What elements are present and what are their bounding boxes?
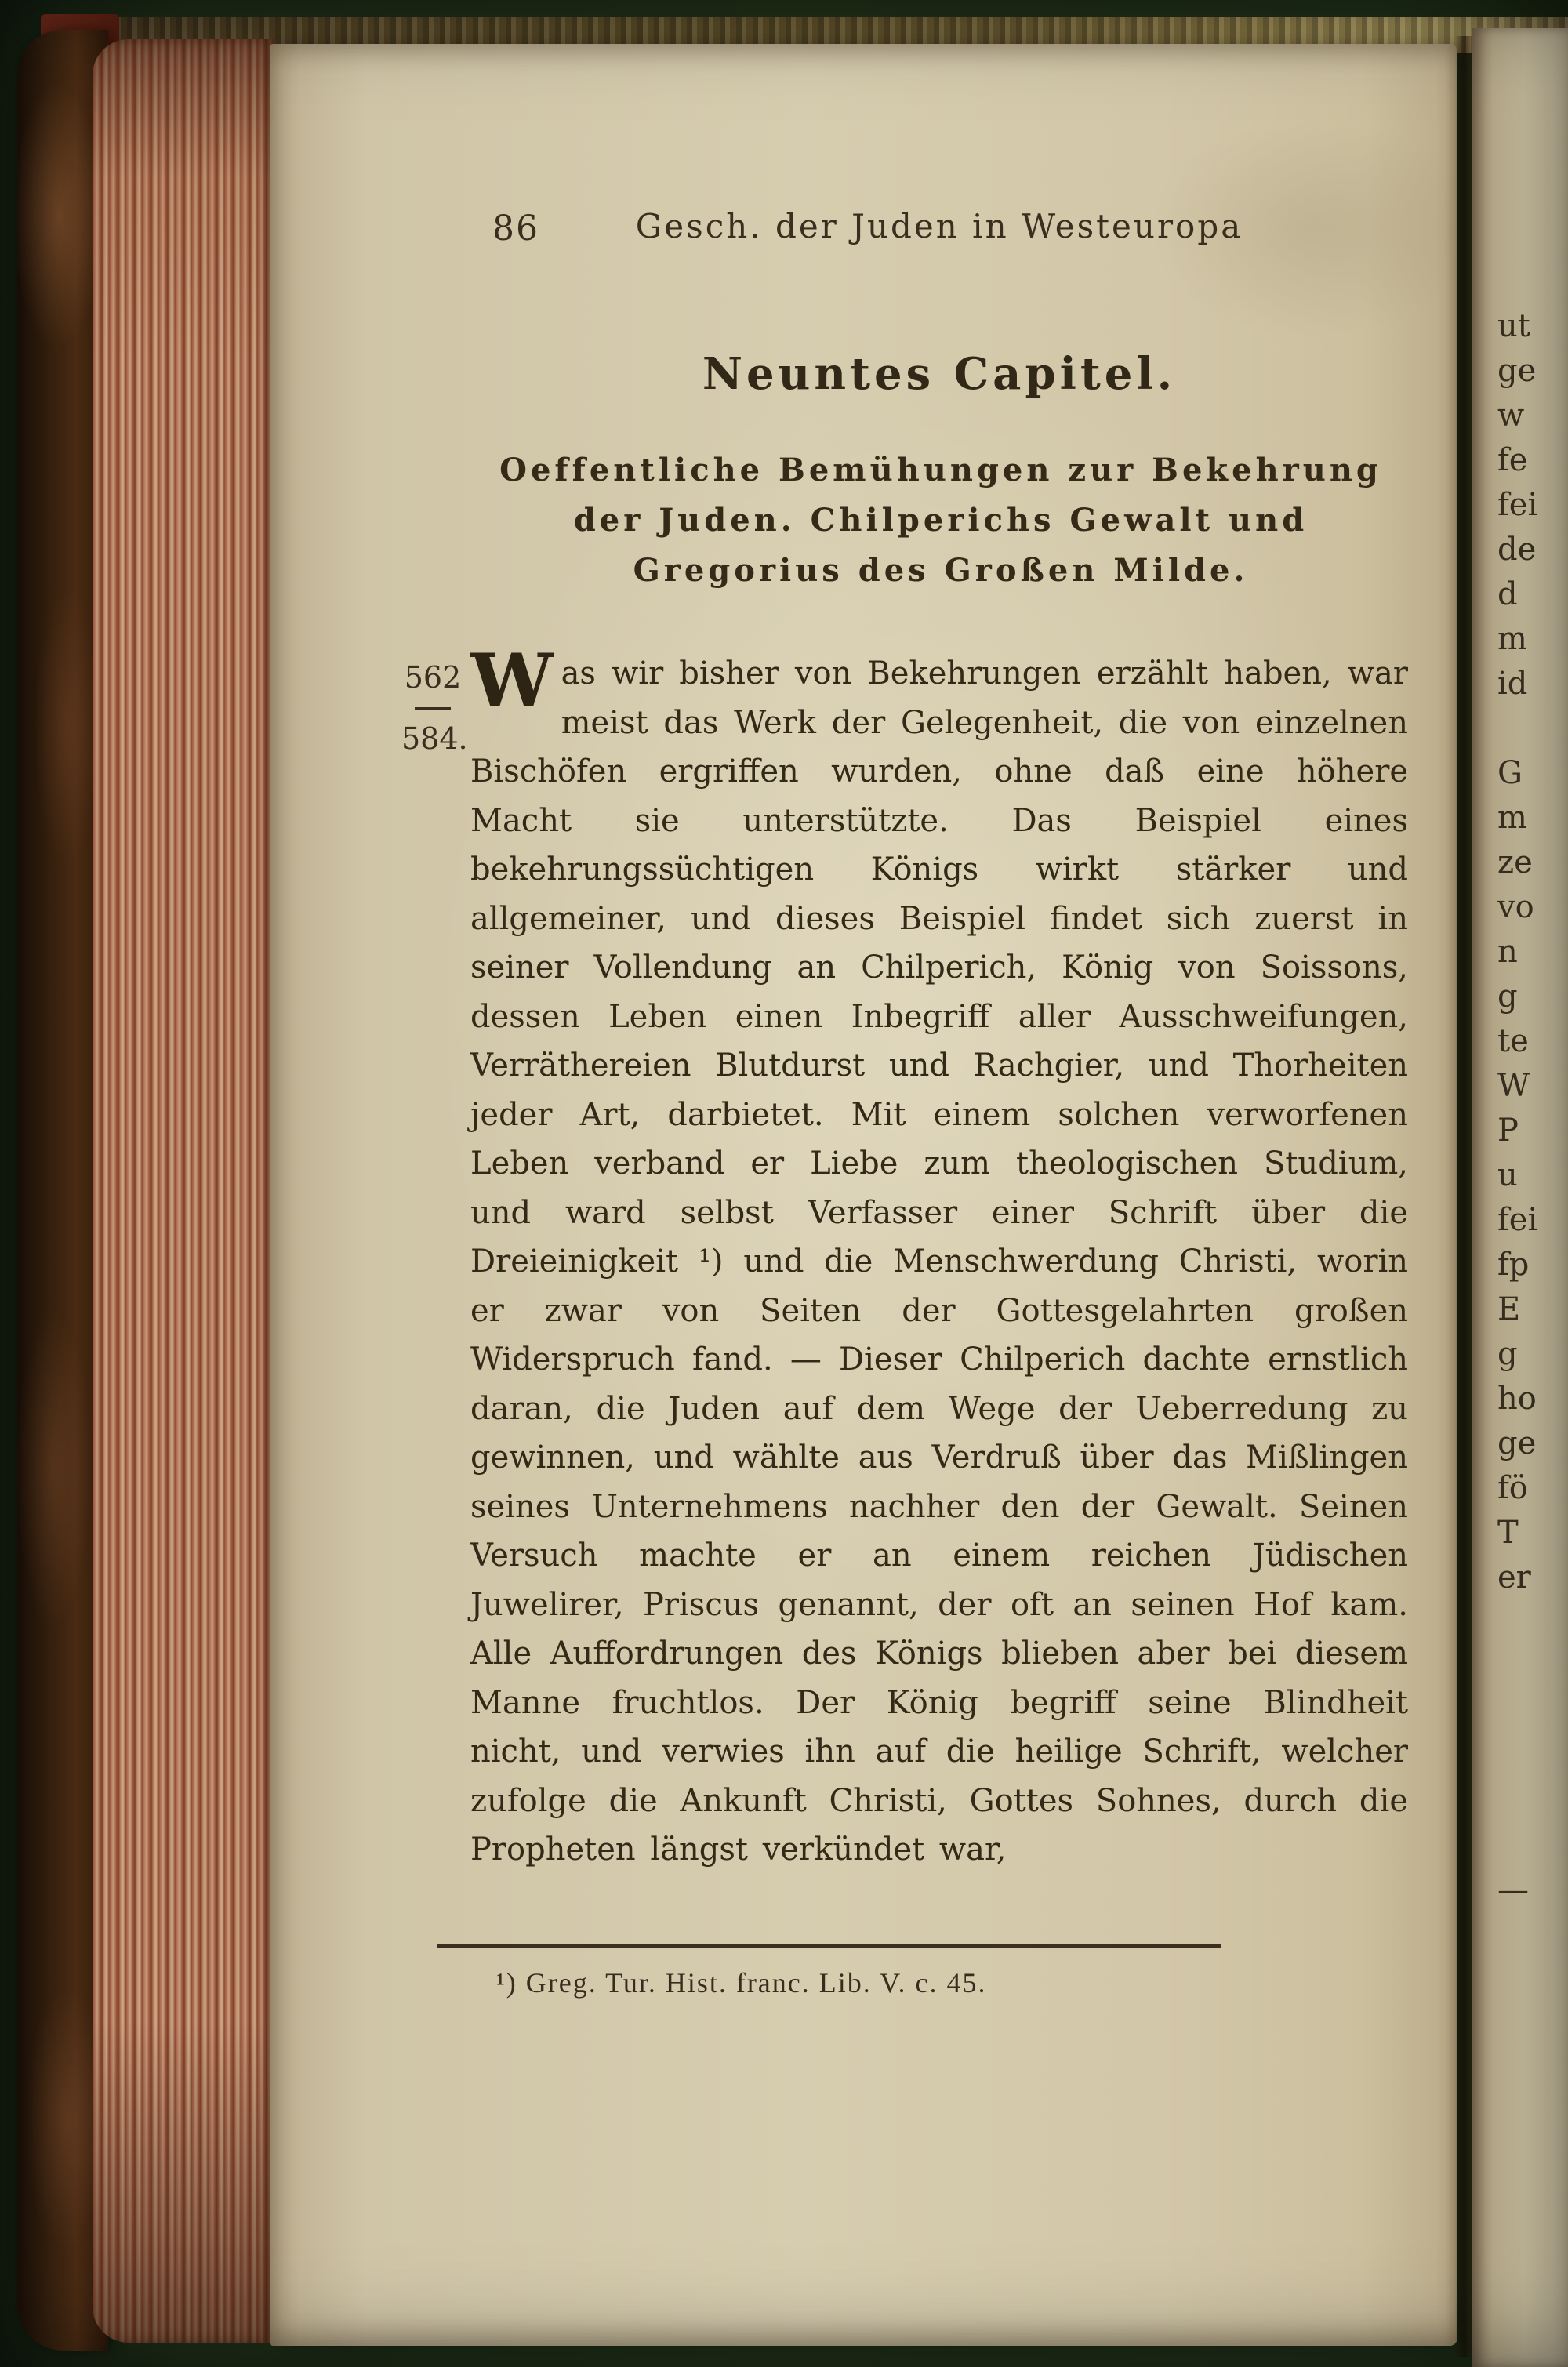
next-page-text-fragments (1497, 304, 1566, 1913)
drop-cap: W (470, 638, 554, 724)
page-fragment-text: T (1497, 1515, 1519, 1551)
chapter-subtitle: Oeffentliche Bemühungen zur Bekehrung der Juden. Chilperichs Gewalt und Gregorius des Großen Milde. (499, 452, 1382, 589)
page-fragment-text: ge (1497, 1425, 1537, 1461)
page-fragment-text (1497, 1734, 1566, 1779)
margin-year-end: 584. (401, 721, 468, 756)
page-fragment-text: fei (1497, 1202, 1538, 1238)
page-fragment-text: g (1497, 1336, 1518, 1372)
page-fragment-text: fe (1497, 442, 1528, 478)
page-fragment-text: de (1497, 532, 1537, 568)
page-fragment-text: W (1497, 1068, 1530, 1104)
page-fragment-text: fö (1497, 1470, 1528, 1506)
margin-year-dash (415, 707, 451, 710)
page-fragment-text: fei (1497, 487, 1538, 523)
page-fragment-text: g (1497, 978, 1518, 1015)
page-fragment-text: er (1497, 1559, 1531, 1596)
page-fragment-text (1497, 706, 1566, 751)
page-fragment-text (1497, 1645, 1566, 1690)
page-fragment-text (1497, 1824, 1566, 1868)
page-fragment-text (1497, 1779, 1566, 1824)
page-fragment-text: G (1497, 755, 1523, 791)
body-paragraph (470, 638, 1408, 1875)
page-fragment-text: id (1497, 666, 1528, 702)
page-fore-edges (93, 39, 274, 2343)
chapter-heading: Neuntes Capitel. (702, 348, 1177, 400)
page-fragment-text (1497, 1690, 1566, 1734)
page-fragment-text: te (1497, 1023, 1529, 1059)
page-fragment-text (1497, 1600, 1566, 1645)
page-number: 86 (492, 209, 539, 249)
page-header (470, 207, 1408, 249)
page-fragment-text: d (1497, 576, 1518, 612)
margin-year-range (401, 660, 468, 756)
page-fragment-text: w (1497, 398, 1525, 434)
page-fragment-text: fp (1497, 1247, 1530, 1283)
page-fragment-text: m (1497, 621, 1527, 657)
running-header: Gesch. der Juden in Westeuropa (635, 207, 1243, 245)
body-text: as wir bisher von Bekehrungen erzählt haben, war meist das Werk der Gelegenheit, die von einzelnen Bischöfen ergriffen wurden, ohne daß eine höhere Macht sie unterstützte. Das Beispiel eines bekehrungssüchtigen Königs wirkt stärker und allgemeiner, und dieses Beispiel findet sich zuerst in seiner Vollendung an Chilperich, König von Soissons, dessen Leben einen Inbegriff aller Ausschweifungen, Verräthereien Blutdurst und Rachgier, und Thorheiten jeder Art, darbietet. Mit einem solchen verworfenen Leben verband er Liebe zum theologischen Studium, und ward selbst Verfasser einer Schrift über die Dreieinigkeit ¹) und die Menschwerdung Christi, worin er zwar von Seiten der Gottesgelahrten großen Widerspruch fand. — Dieser Chilperich dachte ernstlich daran, die Juden auf dem Wege der Ueberredung zu gewinnen, und wählte aus Verdruß über das Mißlingen seines Unternehmens nachher den der Gewalt. Seinen Versuch machte er an einem reichen Jüdischen Juwelirer, Priscus genannt, der oft an seinen Hof kam. Alle Auffordrungen des Königs blieben aber bei diesem Manne fruchtlos. Der König begriff seine Blindheit nicht, und verwies ihn auf die heilige Schrift, welcher zufolge die Ankunft Christi, Gottes Sohnes, durch die Propheten längst verkündet war, (470, 655, 1408, 1868)
page-fragment-text: E (1497, 1291, 1521, 1327)
page-fragment-text: — (1497, 1872, 1529, 1908)
page-fragment-text: n (1497, 934, 1518, 970)
book-page (270, 44, 1457, 2346)
next-page-sliver (1472, 28, 1568, 2367)
footnote: ¹) Greg. Tur. Hist. franc. Lib. V. c. 45. (496, 1967, 987, 1999)
page-fragment-text: P (1497, 1113, 1519, 1149)
footnote-rule (437, 1944, 1221, 1948)
page-fragment-text: vo (1497, 889, 1534, 925)
margin-year-start: 562 (404, 660, 462, 695)
page-fragment-text: ho (1497, 1381, 1537, 1417)
page-fragment-text: ge (1497, 353, 1537, 389)
page-fragment-text: ze (1497, 844, 1533, 880)
page-fragment-text: u (1497, 1157, 1518, 1193)
page-fragment-text: ut (1497, 308, 1530, 344)
page-fragment-text: m (1497, 800, 1527, 836)
body-block (401, 638, 1408, 1875)
